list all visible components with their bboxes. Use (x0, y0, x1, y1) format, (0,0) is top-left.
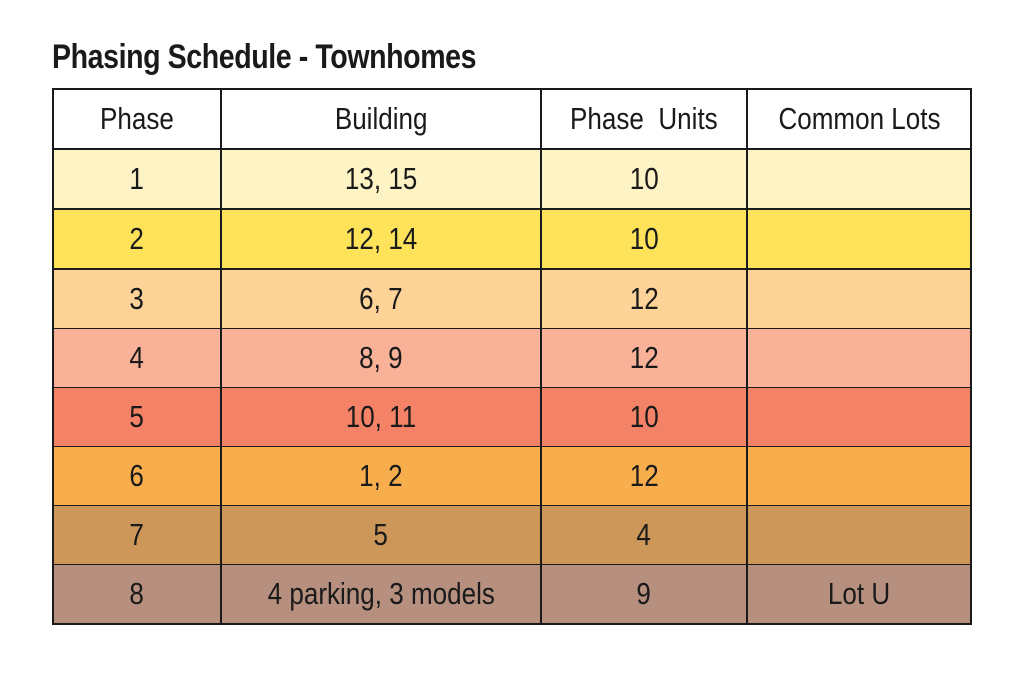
cell-common-lots (747, 388, 971, 447)
table-row (53, 269, 971, 329)
header-common-lots: Common Lots (747, 89, 971, 149)
header-phase-units: Phase Units (541, 89, 747, 149)
cell-units: 12 (541, 269, 747, 329)
cell-phase: 3 (53, 269, 221, 329)
table-row (53, 447, 971, 506)
header-phase: Phase (53, 89, 221, 149)
cell-building: 12, 14 (221, 209, 541, 269)
cell-units: 12 (541, 329, 747, 388)
table-row (53, 149, 971, 209)
cell-phase: 6 (53, 447, 221, 506)
cell-common-lots (747, 506, 971, 565)
cell-units: 4 (541, 506, 747, 565)
cell-phase: 8 (53, 565, 221, 625)
table-row (53, 329, 971, 388)
cell-units: 12 (541, 447, 747, 506)
cell-units: 9 (541, 565, 747, 625)
cell-phase: 4 (53, 329, 221, 388)
phasing-schedule-table (52, 88, 972, 625)
table-row (53, 506, 971, 565)
cell-units: 10 (541, 388, 747, 447)
cell-common-lots (747, 269, 971, 329)
cell-building: 8, 9 (221, 329, 541, 388)
cell-common-lots (747, 209, 971, 269)
cell-common-lots (747, 329, 971, 388)
table-row (53, 388, 971, 447)
page-title: Phasing Schedule - Townhomes (52, 38, 477, 76)
cell-units: 10 (541, 209, 747, 269)
cell-phase: 2 (53, 209, 221, 269)
table-row (53, 565, 971, 625)
cell-building: 1, 2 (221, 447, 541, 506)
cell-building: 4 parking, 3 models (221, 565, 541, 625)
cell-building: 13, 15 (221, 149, 541, 209)
cell-building: 10, 11 (221, 388, 541, 447)
cell-phase: 1 (53, 149, 221, 209)
table-header-row (53, 89, 971, 149)
table-row (53, 209, 971, 269)
cell-common-lots: Lot U (747, 565, 971, 625)
cell-common-lots (747, 447, 971, 506)
cell-phase: 7 (53, 506, 221, 565)
cell-building: 5 (221, 506, 541, 565)
header-building: Building (221, 89, 541, 149)
cell-units: 10 (541, 149, 747, 209)
cell-building: 6, 7 (221, 269, 541, 329)
cell-common-lots (747, 149, 971, 209)
cell-phase: 5 (53, 388, 221, 447)
